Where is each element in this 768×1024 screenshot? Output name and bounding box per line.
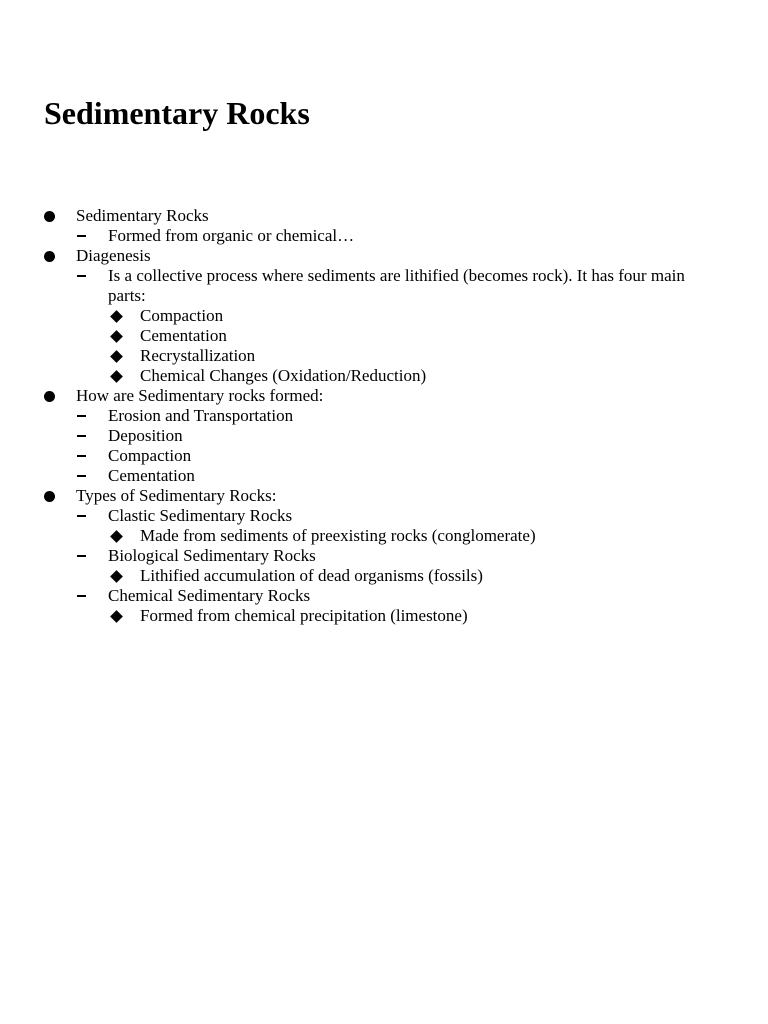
outline-subitem (0, 426, 768, 446)
dash-bullet-icon (74, 426, 88, 446)
diamond-bullet-icon (108, 526, 124, 546)
bullet-outline (0, 206, 768, 626)
dash-bullet-icon-shape (77, 595, 86, 597)
outline-subitem (0, 546, 768, 566)
outline-item-text: Sedimentary Rocks (76, 206, 209, 225)
diamond-bullet-icon-shape (110, 370, 123, 383)
outline-item (0, 206, 768, 226)
outline-item-text: Is a collective process where sediments are lithified (becomes rock). It has four main parts: (108, 266, 685, 305)
diamond-bullet-icon-shape (110, 350, 123, 363)
dash-bullet-icon-shape (77, 475, 86, 477)
outline-item-text: Lithified accumulation of dead organisms (fossils) (140, 566, 483, 585)
outline-item-text: Biological Sedimentary Rocks (108, 546, 316, 565)
diamond-bullet-icon-shape (110, 310, 123, 323)
dash-bullet-icon (74, 406, 88, 426)
dash-bullet-icon-shape (77, 515, 86, 517)
filled-circle-bullet-icon-shape (44, 251, 55, 262)
diamond-bullet-icon-shape (110, 530, 123, 543)
outline-item-text: Erosion and Transportation (108, 406, 294, 425)
diamond-bullet-icon (108, 566, 124, 586)
filled-circle-bullet-icon-shape (44, 391, 55, 402)
outline-detail-item (0, 606, 768, 626)
filled-circle-bullet-icon (42, 246, 56, 266)
dash-bullet-icon-shape (77, 435, 86, 437)
diamond-bullet-icon-shape (110, 570, 123, 583)
outline-item-text: Recrystallization (140, 346, 256, 365)
page-title: Sedimentary Rocks (44, 95, 310, 131)
outline-detail-item (0, 526, 768, 546)
outline-subitem (0, 466, 768, 486)
dash-bullet-icon-shape (77, 555, 86, 557)
dash-bullet-icon-shape (77, 455, 86, 457)
filled-circle-bullet-icon-shape (44, 211, 55, 222)
diamond-bullet-icon (108, 606, 124, 626)
outline-subitem (0, 506, 768, 526)
filled-circle-bullet-icon (42, 386, 56, 406)
outline-subitem (0, 266, 768, 306)
outline-subitem (0, 406, 768, 426)
dash-bullet-icon (74, 266, 88, 286)
outline-item-text: Clastic Sedimentary Rocks (108, 506, 293, 525)
dash-bullet-icon-shape (77, 275, 86, 277)
outline-item-text: Compaction (108, 446, 192, 465)
outline-item-text: Compaction (140, 306, 224, 325)
outline-detail-item (0, 326, 768, 346)
outline-item (0, 486, 768, 506)
diamond-bullet-icon (108, 306, 124, 326)
dash-bullet-icon (74, 506, 88, 526)
dash-bullet-icon (74, 226, 88, 246)
outline-detail-item (0, 306, 768, 326)
outline-subitem (0, 446, 768, 466)
diamond-bullet-icon-shape (110, 610, 123, 623)
outline-item-text: Made from sediments of preexisting rocks (conglomerate) (140, 526, 536, 545)
diamond-bullet-icon-shape (110, 330, 123, 343)
filled-circle-bullet-icon (42, 206, 56, 226)
outline-subitem (0, 226, 768, 246)
outline-subitem (0, 586, 768, 606)
outline-item-text: Cementation (108, 466, 195, 485)
filled-circle-bullet-icon-shape (44, 491, 55, 502)
outline-item-text: Formed from organic or chemical… (108, 226, 355, 245)
outline-item-text: Deposition (108, 426, 183, 445)
outline-item-text: How are Sedimentary rocks formed: (76, 386, 324, 405)
dash-bullet-icon (74, 466, 88, 486)
dash-bullet-icon (74, 546, 88, 566)
outline-item-text: Diagenesis (76, 246, 151, 265)
outline-detail-item (0, 566, 768, 586)
outline-item (0, 386, 768, 406)
dash-bullet-icon-shape (77, 415, 86, 417)
outline-item (0, 246, 768, 266)
diamond-bullet-icon (108, 366, 124, 386)
diamond-bullet-icon (108, 326, 124, 346)
dash-bullet-icon (74, 586, 88, 606)
outline-detail-item (0, 346, 768, 366)
outline-detail-item (0, 366, 768, 386)
outline-item-text: Cementation (140, 326, 227, 345)
outline-item-text: Chemical Changes (Oxidation/Reduction) (140, 366, 427, 385)
diamond-bullet-icon (108, 346, 124, 366)
dash-bullet-icon (74, 446, 88, 466)
dash-bullet-icon-shape (77, 235, 86, 237)
outline-item-text: Types of Sedimentary Rocks: (76, 486, 277, 505)
outline-item-text: Formed from chemical precipitation (limestone) (140, 606, 468, 625)
filled-circle-bullet-icon (42, 486, 56, 506)
outline-item-text: Chemical Sedimentary Rocks (108, 586, 311, 605)
